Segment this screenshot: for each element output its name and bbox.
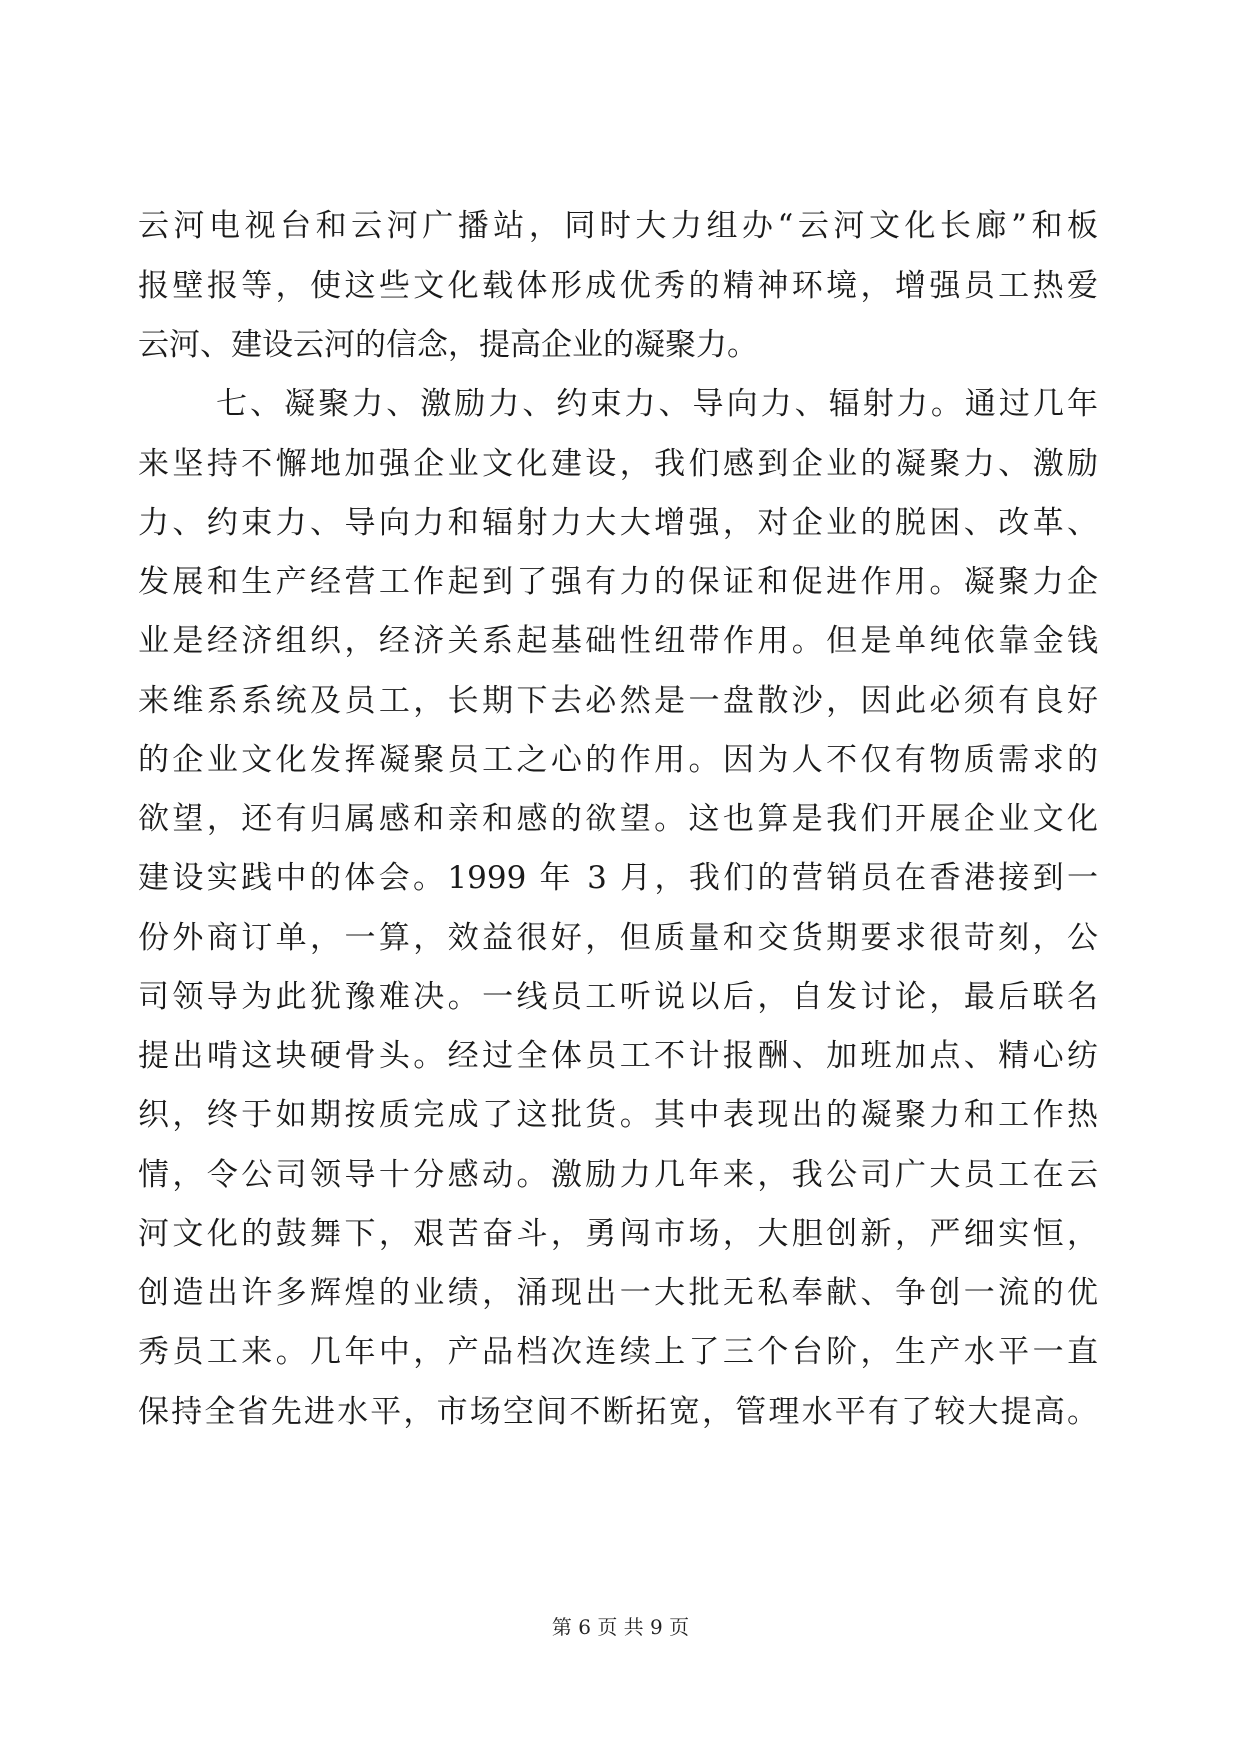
text-line: 力、约束力、导向力和辐射力大大增强，对企业的脱困、改革、 [138,505,1098,541]
paragraph-start-line: 七、凝聚力、激励力、约束力、导向力、辐射力。通过几年 [216,386,1098,422]
text-line: 报壁报等，使这些文化载体形成优秀的精神环境，增强员工热爱 [138,268,1098,304]
text-line: 河文化的鼓舞下，艰苦奋斗，勇闯市场，大胆创新，严细实恒， [138,1216,1098,1252]
text-line: 司领导为此犹豫难决。一线员工听说以后，自发讨论，最后联名 [138,979,1098,1015]
text-line: 织，终于如期按质完成了这批货。其中表现出的凝聚力和工作热 [138,1097,1098,1133]
text-line: 的企业文化发挥凝聚员工之心的作用。因为人不仅有物质需求的 [138,742,1098,778]
text-line: 发展和生产经营工作起到了强有力的保证和促进作用。凝聚力企 [138,564,1098,600]
text-line: 欲望，还有归属感和亲和感的欲望。这也算是我们开展企业文化 [138,801,1098,837]
text-line: 份外商订单，一算，效益很好，但质量和交货期要求很苛刻，公 [138,920,1098,956]
text-line: 业是经济组织，经济关系起基础性纽带作用。但是单纯依靠金钱 [138,623,1098,659]
page-number-footer: 第 6 页 共 9 页 [551,1615,690,1639]
text-line: 来坚持不懈地加强企业文化建设，我们感到企业的凝聚力、激励 [138,446,1098,482]
text-line: 建设实践中的体会。1999 年 3 月，我们的营销员在香港接到一 [138,860,1098,896]
text-line: 提出啃这块硬骨头。经过全体员工不计报酬、加班加点、精心纺 [138,1038,1098,1074]
text-line: 秀员工来。几年中，产品档次连续上了三个台阶，生产水平一直 [138,1334,1098,1370]
text-line: 情，令公司领导十分感动。激励力几年来，我公司广大员工在云 [138,1157,1098,1193]
text-line: 云河电视台和云河广播站，同时大力组办“云河文化长廊”和板 [138,208,1098,244]
text-line: 来维系系统及员工，长期下去必然是一盘散沙，因此必须有良好 [138,683,1098,719]
text-line: 云河、建设云河的信念，提高企业的凝聚力。 [138,327,758,363]
text-line: 保持全省先进水平，市场空间不断拓宽，管理水平有了较大提高。 [138,1394,1098,1430]
text-line: 创造出许多辉煌的业绩，涌现出一大批无私奉献、争创一流的优 [138,1275,1098,1311]
